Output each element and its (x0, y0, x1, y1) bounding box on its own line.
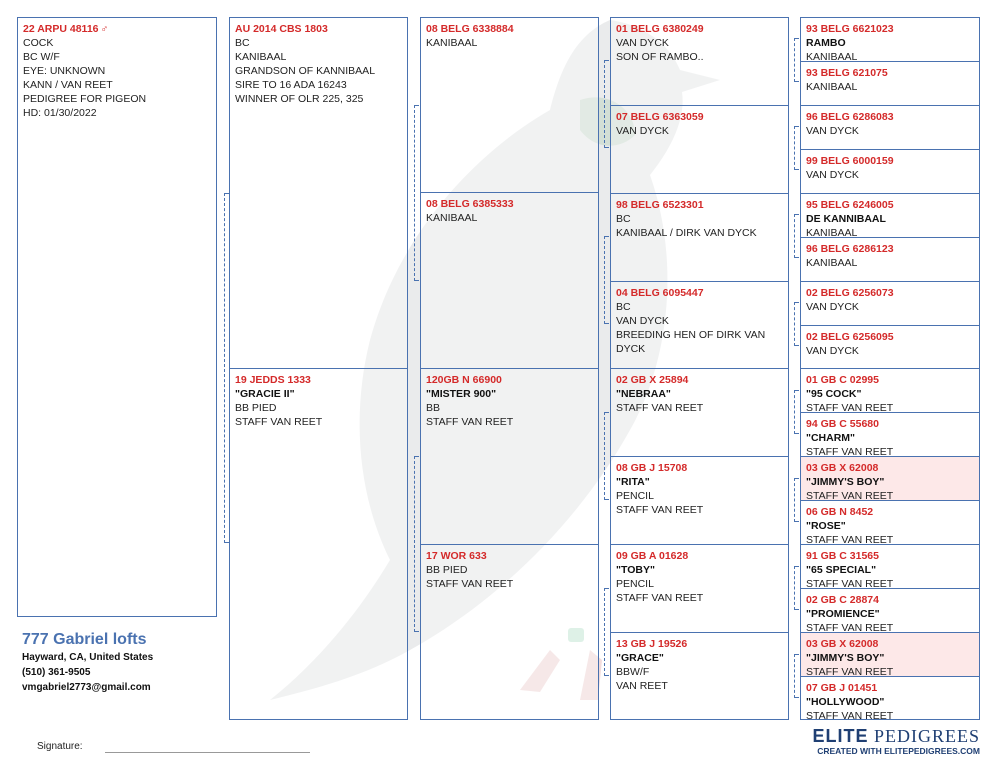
owner-location: Hayward, CA, United States (22, 652, 154, 663)
owner-phone: (510) 361-9505 (22, 667, 91, 678)
pigeon-name: "TOBY" (616, 564, 655, 576)
detail-line: KANIBAAL (806, 227, 858, 238)
ancestor-card (800, 281, 980, 326)
pigeon-name: "95 COCK" (806, 388, 862, 400)
detail-line: KANIBAAL / DIRK VAN DYCK (616, 227, 757, 239)
detail-line: BREEDING HEN OF DIRK VAN DYCK (616, 329, 766, 355)
detail-line: PENCIL (616, 578, 654, 590)
ancestor-card (800, 412, 980, 457)
bracket-connector (794, 214, 795, 258)
ring-number: 09 GB A 01628 (616, 550, 689, 562)
pigeon-name: "ROSE" (806, 520, 846, 532)
subject-card (17, 17, 217, 617)
pigeon-name: "GRACIE II" (235, 388, 295, 400)
ring-number: 03 GB X 62008 (806, 462, 879, 474)
subject-line: HD: 01/30/2022 (23, 107, 97, 119)
detail-line: STAFF VAN REET (616, 504, 704, 516)
detail-line: WINNER OF OLR 225, 325 (235, 93, 364, 105)
ring-number: 93 BELG 6621023 (806, 23, 894, 35)
great-grandparent-card (610, 105, 789, 194)
grandparent-card (420, 17, 599, 193)
detail-line: STAFF VAN REET (616, 592, 704, 604)
bracket-connector (794, 478, 795, 522)
ring-number: 02 GB C 28874 (806, 594, 879, 606)
ring-number: 02 BELG 6256095 (806, 331, 894, 343)
detail-line: STAFF VAN REET (806, 534, 894, 545)
loft-name: 777 Gabriel lofts (22, 631, 147, 648)
ancestor-card (800, 105, 980, 150)
subject-line: BC W/F (23, 51, 60, 63)
great-grandparent-card (610, 17, 789, 106)
brand-logo-text: PEDIGREES (868, 726, 980, 746)
ancestor-card (800, 544, 980, 589)
ancestor-card-highlighted (800, 456, 980, 501)
ring-number: 08 BELG 6338884 (426, 23, 514, 35)
detail-line: GRANDSON OF KANNIBAAL (235, 65, 376, 77)
detail-line: VAN DYCK (806, 345, 859, 357)
ring-number: 96 BELG 6286083 (806, 111, 894, 123)
ring-number: 08 GB J 15708 (616, 462, 688, 474)
grandparent-card (420, 544, 599, 720)
pigeon-name: "CHARM" (806, 432, 856, 444)
detail-line: KANIBAAL (235, 51, 287, 63)
detail-line: BB (426, 402, 441, 414)
bracket-connector (604, 588, 605, 676)
bracket-connector (794, 566, 795, 610)
detail-line: STAFF VAN REET (806, 402, 894, 413)
ancestor-card (800, 17, 980, 62)
pigeon-name: "JIMMY'S BOY" (806, 652, 885, 664)
owner-email: vmgabriel2773@gmail.com (22, 682, 151, 693)
subject-line: KANN / VAN REET (23, 79, 113, 91)
ancestor-card (800, 368, 980, 413)
ring-number: 01 GB C 02995 (806, 374, 879, 386)
ring-number: 08 BELG 6385333 (426, 198, 514, 210)
detail-line: VAN DYCK (806, 169, 859, 181)
ring-number: 95 BELG 6246005 (806, 199, 894, 211)
bracket-connector (794, 126, 795, 170)
bracket-connector (794, 654, 795, 698)
great-grandparent-card (610, 368, 789, 457)
bracket-connector (794, 302, 795, 346)
pigeon-name: "HOLLYWOOD" (806, 696, 885, 708)
detail-line: STAFF VAN REET (616, 402, 704, 414)
owner-info (22, 630, 222, 695)
ring-number: 04 BELG 6095447 (616, 287, 704, 299)
pigeon-name: "PROMIENCE" (806, 608, 880, 620)
detail-line: KANIBAAL (806, 81, 858, 93)
detail-line: KANIBAAL (806, 51, 858, 62)
ring-number: 03 GB X 62008 (806, 638, 879, 650)
detail-line: VAN DYCK (616, 125, 669, 137)
ring-number: 13 GB J 19526 (616, 638, 688, 650)
detail-line: SON OF RAMBO.. (616, 51, 704, 63)
ancestor-card (800, 237, 980, 282)
bracket-connector (794, 390, 795, 434)
detail-line: KANIBAAL (806, 257, 858, 269)
subject-line: EYE: UNKNOWN (23, 65, 106, 77)
ancestor-card (800, 500, 980, 545)
detail-line: STAFF VAN REET (806, 666, 894, 677)
brand-tagline: CREATED WITH ELITEPEDIGREES.COM (817, 746, 980, 756)
detail-line: BB PIED (426, 564, 468, 576)
ring-number: 99 BELG 6000159 (806, 155, 894, 167)
detail-line: STAFF VAN REET (806, 446, 894, 457)
detail-line: PENCIL (616, 490, 654, 502)
detail-line: BC (235, 37, 250, 49)
detail-line: VAN DYCK (616, 315, 669, 327)
ring-number: 91 GB C 31565 (806, 550, 879, 562)
signature-line (105, 752, 310, 753)
male-sex-icon: ♂ (100, 23, 109, 35)
detail-line: BC (616, 301, 631, 313)
bracket-connector (604, 60, 605, 148)
sire-card (229, 17, 408, 369)
great-grandparent-card (610, 544, 789, 633)
great-grandparent-card (610, 193, 789, 282)
detail-line: SIRE TO 16 ADA 16243 (235, 79, 347, 91)
detail-line: BBW/F (616, 666, 650, 678)
ancestor-card (800, 193, 980, 238)
detail-line: VAN DYCK (806, 301, 859, 313)
ancestor-card (800, 325, 980, 369)
ring-number: 19 JEDDS 1333 (235, 374, 311, 386)
ancestor-card (800, 676, 980, 720)
ring-number: 93 BELG 621075 (806, 67, 888, 79)
bracket-connector (604, 236, 605, 324)
great-grandparent-card (610, 281, 789, 369)
bracket-connector (414, 105, 415, 281)
detail-line: BC (616, 213, 631, 225)
dam-card (229, 368, 408, 720)
detail-line: STAFF VAN REET (426, 416, 514, 428)
detail-line: STAFF VAN REET (235, 416, 323, 428)
pigeon-name: "RITA" (616, 476, 650, 488)
bracket-connector (794, 38, 795, 82)
subject-line: PEDIGREE FOR PIGEON (23, 93, 147, 105)
detail-line: KANIBAAL (426, 37, 478, 49)
grandparent-card (420, 192, 599, 369)
pigeon-name: "MISTER 900" (426, 388, 497, 400)
ring-number: 07 GB J 01451 (806, 682, 878, 694)
bracket-connector (604, 412, 605, 500)
detail-line: VAN DYCK (806, 125, 859, 137)
signature-label: Signature: (37, 741, 83, 752)
pigeon-name: "NEBRAA" (616, 388, 671, 400)
subject-ring: 22 ARPU 48116 (23, 23, 99, 35)
ring-number: 02 BELG 6256073 (806, 287, 894, 299)
grandparent-card (420, 368, 599, 545)
detail-line: BB PIED (235, 402, 277, 414)
detail-line: STAFF VAN REET (806, 710, 894, 720)
ring-number: 06 GB N 8452 (806, 506, 874, 518)
ring-number: 07 BELG 6363059 (616, 111, 704, 123)
ring-number: AU 2014 CBS 1803 (235, 23, 328, 35)
detail-line: STAFF VAN REET (806, 490, 894, 501)
ring-number: 17 WOR 633 (426, 550, 487, 562)
ring-number: 02 GB X 25894 (616, 374, 689, 386)
detail-line: VAN DYCK (616, 37, 669, 49)
bracket-connector (224, 193, 225, 543)
ancestor-card (800, 149, 980, 194)
detail-line: VAN REET (616, 680, 668, 692)
pigeon-name: "JIMMY'S BOY" (806, 476, 885, 488)
pigeon-name: "GRACE" (616, 652, 664, 664)
bracket-connector (414, 456, 415, 632)
detail-line: STAFF VAN REET (806, 622, 894, 633)
detail-line: STAFF VAN REET (426, 578, 514, 590)
detail-line: STAFF VAN REET (806, 578, 894, 589)
brand-logo (812, 726, 980, 756)
ancestor-card (800, 61, 980, 106)
ring-number: 120GB N 66900 (426, 374, 502, 386)
subject-line: COCK (23, 37, 54, 49)
ring-number: 94 GB C 55680 (806, 418, 879, 430)
ancestor-card (800, 588, 980, 633)
pigeon-name: "65 SPECIAL" (806, 564, 877, 576)
ring-number: 98 BELG 6523301 (616, 199, 704, 211)
great-grandparent-card (610, 456, 789, 545)
detail-line: KANIBAAL (426, 212, 478, 224)
pigeon-name: RAMBO (806, 37, 846, 49)
pigeon-name: DE KANNIBAAL (806, 213, 886, 225)
ring-number: 96 BELG 6286123 (806, 243, 894, 255)
ring-number: 01 BELG 6380249 (616, 23, 704, 35)
ancestor-card-highlighted (800, 632, 980, 677)
great-grandparent-card (610, 632, 789, 720)
brand-logo-bold: ELITE (812, 726, 869, 746)
